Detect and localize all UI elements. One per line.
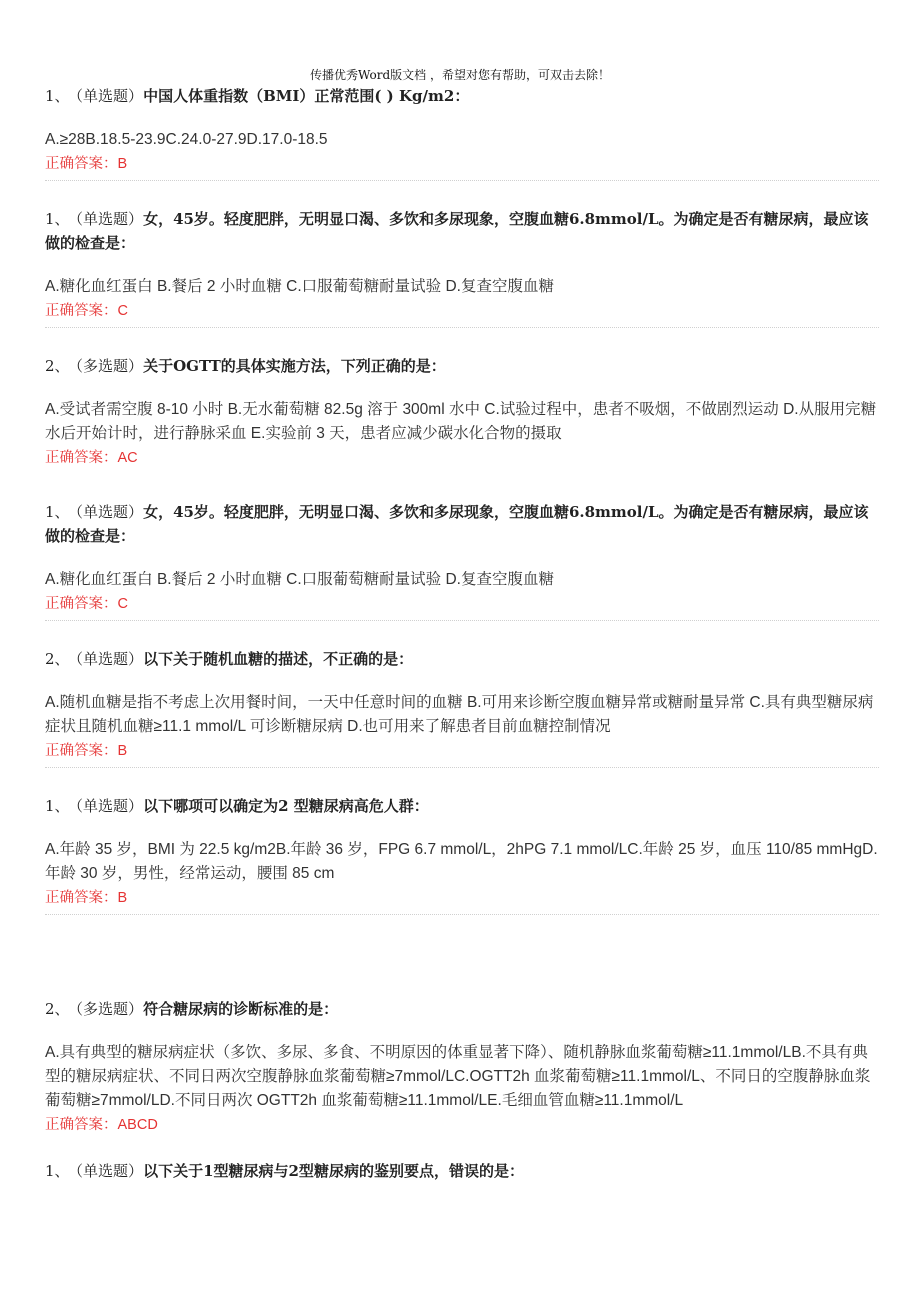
question-block <box>45 84 879 181</box>
question-text: 中国人体重指数（BMI）正常范围( ) Kg/m2： <box>143 87 470 105</box>
question-options: A.糖化血红蛋白 B.餐后 2 小时血糖 C.口服葡萄糖耐量试验 D.复查空腹血糖 <box>45 571 554 588</box>
question-number: 1、 <box>45 1162 70 1180</box>
question-text: 以下关于随机血糖的描述，不正确的是： <box>143 650 414 668</box>
question-type: （单选题） <box>75 210 144 228</box>
divider <box>45 327 879 328</box>
question-stem <box>45 207 879 255</box>
question-number: 2、 <box>45 357 70 375</box>
question-block <box>45 1159 879 1183</box>
question-stem <box>45 84 879 108</box>
watermark-note: 传播优秀Word版文档 ，希望对您有帮助，可双击去除！ <box>310 68 610 82</box>
question-block <box>45 997 879 1137</box>
divider <box>45 180 879 181</box>
correct-answer: 正确答案：B <box>45 743 128 759</box>
correct-answer: 正确答案：B <box>45 890 128 906</box>
divider <box>45 620 879 621</box>
question-options: A.糖化血红蛋白 B.餐后 2 小时血糖 C.口服葡萄糖耐量试验 D.复查空腹血糖 <box>45 278 554 295</box>
question-block <box>45 207 879 328</box>
question-text: 符合糖尿病的诊断标准的是： <box>143 1000 339 1018</box>
question-stem <box>45 794 879 818</box>
question-number: 2、 <box>45 1000 70 1018</box>
question-text: 女，45岁。轻度肥胖，无明显口渴、多饮和多尿现象，空腹血糖6.8mmol/L。为确定是否有糖尿病，最应该做的检查是： <box>45 503 869 545</box>
question-type: （多选题） <box>75 357 144 375</box>
question-number: 1、 <box>45 797 70 815</box>
question-options: A.具有典型的糖尿病症状（多饮、多尿、多食、不明原因的体重显著下降）、随机静脉血浆葡萄糖≥11.1mmol/LB.不具有典型的糖尿病症状、不同日两次空腹静脉血浆葡萄糖≥7mmol/LC.OGTT2h 血浆葡萄糖≥11.1mmol/L、不同日的空腹静脉血浆葡萄糖≥7mmol/LD.不同日两次 OGTT2h 血浆葡萄糖≥11.1mmol/LE.毛细血管血糖≥11.1mmol/L <box>45 1044 871 1109</box>
question-text: 以下哪项可以确定为2 型糖尿病高危人群： <box>143 797 429 815</box>
question-block <box>45 354 879 470</box>
question-stem <box>45 500 879 548</box>
question-number: 1、 <box>45 210 70 228</box>
question-options: A.受试者需空腹 8-10 小时 B.无水葡萄糖 82.5g 溶于 300ml 水中 C.试验过程中，患者不吸烟，不做剧烈运动 D.从服用完糖水后开始计时，进行静脉采血 E.实验前 3 天，患者应减少碳水化合物的摄取 <box>45 401 877 442</box>
question-text: 关于OGTT的具体实施方法，下列正确的是： <box>143 357 446 375</box>
question-number: 2、 <box>45 650 70 668</box>
question-stem <box>45 354 879 378</box>
question-options: A.随机血糖是指不考虑上次用餐时间，一天中任意时间的血糖 B.可用来诊断空腹血糖异常或糖耐量异常 C.具有典型糖尿病症状且随机血糖≥11.1 mmol/L 可诊断糖尿病 D.也可用来了解患者目前血糖控制情况 <box>45 694 874 735</box>
question-type: （单选题） <box>75 503 144 521</box>
question-type: （多选题） <box>75 1000 144 1018</box>
question-stem <box>45 997 879 1021</box>
question-number: 1、 <box>45 87 70 105</box>
correct-answer: 正确答案：ABCD <box>45 1117 158 1133</box>
question-number: 1、 <box>45 503 70 521</box>
question-block <box>45 647 879 768</box>
question-list <box>45 84 879 1183</box>
question-type: （单选题） <box>75 1162 144 1180</box>
divider <box>45 914 879 915</box>
question-text: 以下关于1型糖尿病与2型糖尿病的鉴别要点，错误的是： <box>143 1162 524 1180</box>
question-block <box>45 794 879 915</box>
divider <box>45 767 879 768</box>
question-type: （单选题） <box>75 87 144 105</box>
question-block <box>45 500 879 621</box>
question-text: 女，45岁。轻度肥胖，无明显口渴、多饮和多尿现象，空腹血糖6.8mmol/L。为确定是否有糖尿病，最应该做的检查是： <box>45 210 869 252</box>
correct-answer: 正确答案：C <box>45 596 128 612</box>
question-options: A.年龄 35 岁，BMI 为 22.5 kg/m2B.年龄 36 岁，FPG 6.7 mmol/L，2hPG 7.1 mmol/LC.年龄 25 岁，血压 110/85 mmHgD.年龄 30 岁，男性，经常运动，腰围 85 cm <box>45 841 878 882</box>
question-stem <box>45 647 879 671</box>
question-options: A.≥28B.18.5-23.9C.24.0-27.9D.17.0-18.5 <box>45 131 328 148</box>
correct-answer: 正确答案：AC <box>45 450 138 466</box>
question-type: （单选题） <box>75 797 144 815</box>
correct-answer: 正确答案：C <box>45 303 128 319</box>
question-stem <box>45 1159 879 1183</box>
question-type: （单选题） <box>75 650 144 668</box>
correct-answer: 正确答案：B <box>45 156 128 172</box>
